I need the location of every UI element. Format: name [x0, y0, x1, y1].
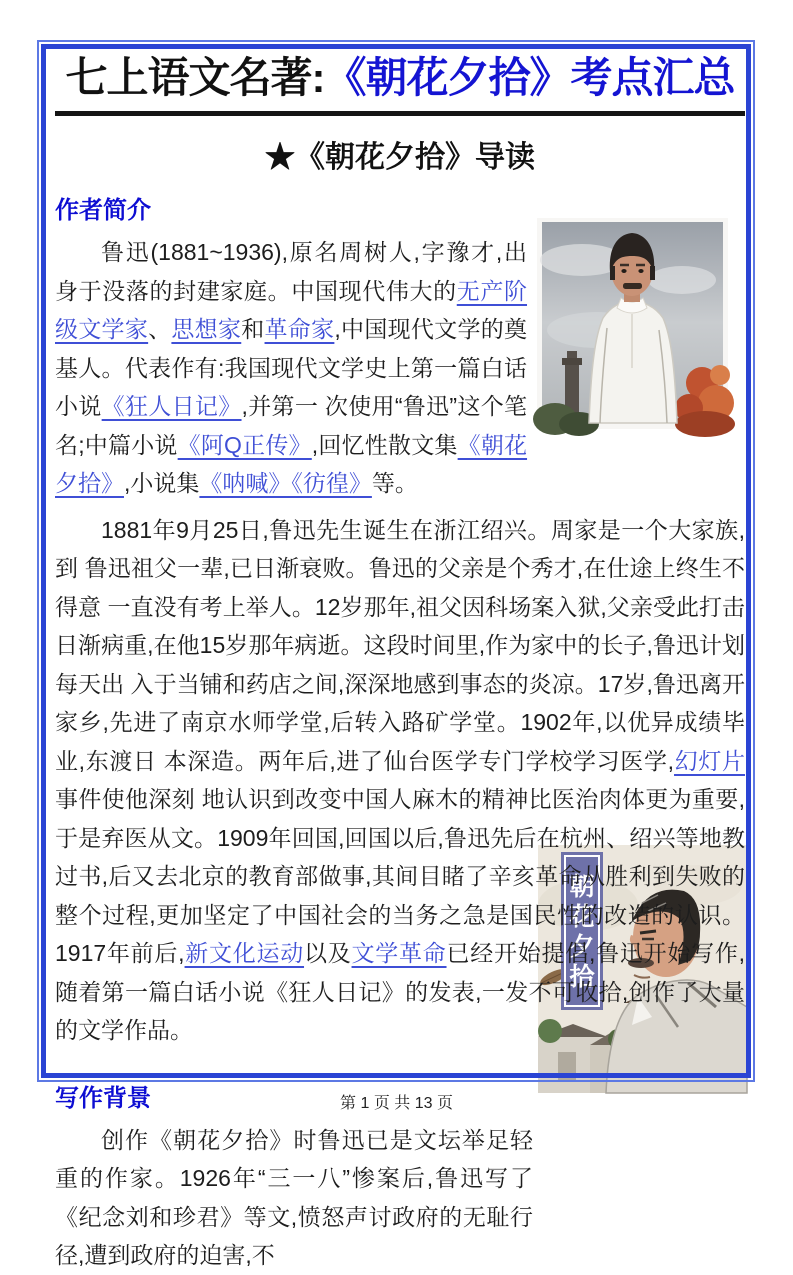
book-title-banner: 朝花夕拾 [564, 855, 600, 1007]
text-run: 、 [148, 316, 172, 342]
page-title [55, 52, 745, 116]
text-run: ,回忆性散文集 [311, 431, 458, 458]
hyperlink[interactable]: 幻灯片 [674, 747, 746, 774]
subtitle: ★《朝花夕拾》导读 [265, 141, 535, 174]
hyperlink[interactable]: 革命家 [264, 316, 335, 342]
hyperlink[interactable]: 《阿Q正传》 [177, 431, 312, 458]
section-heading-author-intro: 作者简介 [55, 197, 151, 224]
hyperlink[interactable]: 新文化运动 [184, 940, 305, 966]
title-prefix: 七上语文名著: [65, 54, 325, 101]
page-number: 第 1 页 共 13 页 [340, 1095, 453, 1112]
text-run: 创作《朝花夕拾》时鲁迅已是文坛举足轻重的作家。1926年“三一八”惨案后,鲁迅写了《纪念刘和珍君》等文,愤怒声讨政府的无耻行径,遭到政府的迫害,不 [55, 1126, 533, 1268]
text-run: ,中国现代文学的奠基人。代表作有:我国现代文学史上第一篇白话小说 [55, 316, 528, 419]
text-run: 鲁迅(1881~1936),原名周树人,字豫才,出身于没落的封建家庭。中国现代伟大的 [55, 239, 527, 304]
title-highlight: 《朝花夕拾》考点汇总 [324, 54, 735, 101]
hyperlink[interactable]: 文学革命 [351, 940, 447, 966]
text-run: 1881年9月25日,鲁迅先生诞生在浙江绍兴。周家是一个大家族,到 鲁迅祖父一辈,已日渐衰败。鲁迅的父亲是个秀才,在仕途上终生不得意 一直没有考上举人。12岁那年,祖父因科场案入狱,父亲受此打击日渐病重,在他15岁那年病逝。这段时间里,作为家中的长子,鲁迅计划每天出 入于当铺和药店之间,深深地感到事态的炎凉。17岁,鲁迅离开家乡,先进了南京水师学堂,后转入路矿学堂。1902年,以优异成绩毕业,东渡日 本深造。两年后,进了仙台医学专门学校学习医学, [55, 516, 745, 774]
hyperlink[interactable]: 《呐喊》《彷徨》 [199, 470, 372, 496]
biography-paragraph [55, 511, 745, 1050]
text-run: 和 [241, 316, 265, 342]
hyperlink[interactable]: 《狂人日记》 [101, 393, 242, 419]
author-intro-paragraph [55, 233, 527, 503]
section-heading-writing-background: 写作背景 [55, 1084, 151, 1112]
text-run: 已经开始提倡,鲁迅开始写作,随着第一篇白话小说《狂人日记》的发表,一发不可收拾,创作了大量的文学作品。 [55, 940, 746, 1043]
text-run: ,并第一 次使用“鲁迅”这个笔名;中篇小说 [55, 393, 528, 458]
hyperlink[interactable]: 无产阶级文学家 [55, 277, 528, 342]
text-run: ,小说集 [124, 470, 200, 496]
text-run: 事件使他深刻 地认识到改变中国人麻木的精神比医治肉体更为重要,于是弃医从文。1909年回国,回国以后,鲁迅先后在杭州、绍兴等地教过书,后又去北京的教育部做事,其间目睹了辛亥革命从胜利到失败的整个过程,更加坚定了中国社会的当务之急是国民性的改造的认识。1917年前后, [55, 786, 745, 966]
hyperlink[interactable]: 思想家 [171, 316, 242, 342]
text-run: 以及 [304, 940, 352, 966]
hyperlink[interactable]: 《朝花夕拾》 [55, 431, 528, 496]
writing-background-paragraph [55, 1121, 533, 1275]
text-run: 等。 [371, 470, 418, 496]
